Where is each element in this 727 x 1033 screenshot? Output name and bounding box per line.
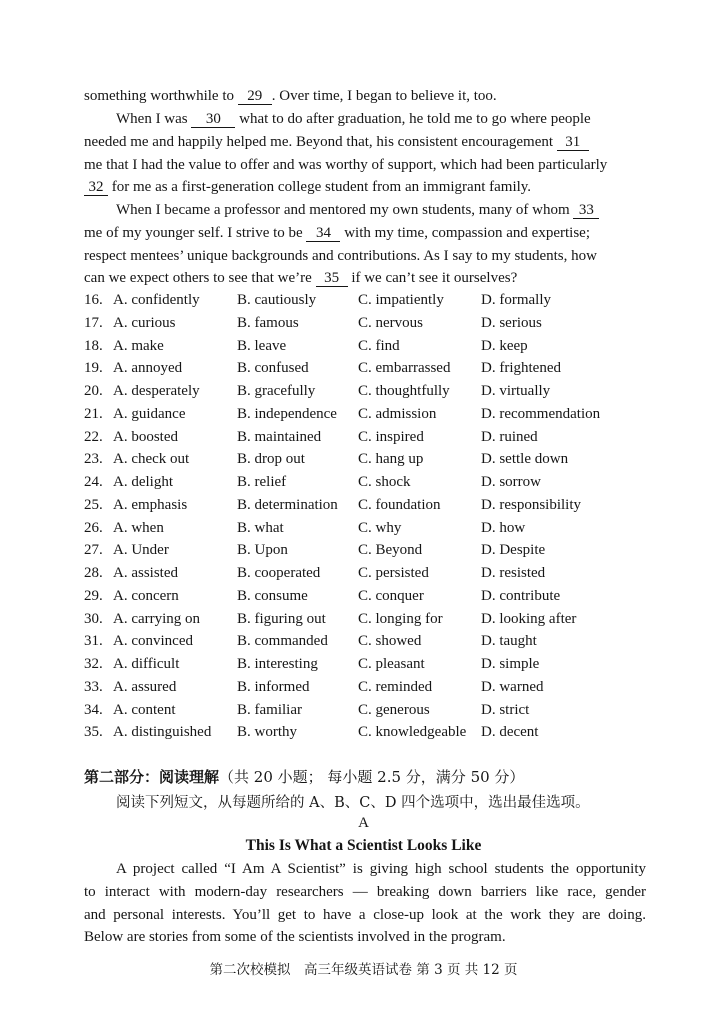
cloze-line-3: [84, 132, 646, 153]
option-b: B. consume: [237, 587, 308, 604]
option-b: B. gracefully: [237, 383, 316, 399]
answer-blank-34: 34: [306, 225, 340, 242]
option-c: C. reminded: [358, 678, 433, 695]
cloze-text: needed me and happily helped me. Beyond that, his consistent encouragement: [84, 134, 554, 150]
option-b: B. informed: [237, 678, 310, 695]
question-number: 33.: [84, 678, 103, 695]
option-a: A. annoyed: [113, 360, 183, 377]
option-b: B. worthy: [237, 724, 297, 741]
option-row: [84, 448, 654, 471]
question-number: 30.: [84, 610, 103, 627]
option-row: [84, 471, 654, 494]
option-row: [84, 608, 654, 631]
option-d: D. taught: [481, 633, 537, 650]
option-a: A. assured: [113, 678, 177, 695]
option-c: C. longing for: [358, 610, 443, 627]
question-number: 20.: [84, 383, 103, 399]
option-c: C. inspired: [358, 428, 424, 445]
option-b: B. drop out: [237, 451, 305, 468]
option-row: [84, 403, 654, 426]
question-number: 24.: [84, 474, 103, 490]
option-b: B. determination: [237, 496, 338, 513]
cloze-line-7: [84, 223, 646, 244]
cloze-text: When I was: [116, 111, 188, 127]
option-row: [84, 426, 654, 449]
cloze-text: . Over time, I began to believe it, too.: [271, 88, 497, 104]
option-d: D. decent: [481, 724, 539, 741]
option-d: D. frightened: [481, 360, 561, 377]
cloze-line-8: [84, 246, 646, 267]
option-d: D. resisted: [481, 565, 546, 581]
option-b: B. what: [237, 519, 284, 536]
option-a: A. confidently: [113, 292, 200, 308]
option-a: A. emphasis: [113, 496, 188, 513]
option-a: A. boosted: [113, 428, 178, 445]
option-d: D. Despite: [481, 542, 546, 559]
option-c: C. admission: [358, 405, 437, 422]
cloze-line-5: [84, 177, 646, 198]
passage-letter: A: [358, 815, 369, 831]
cloze-text: with my time, compassion and expertise;: [344, 225, 590, 241]
option-a: A. assisted: [113, 565, 178, 581]
option-a: A. distinguished: [113, 724, 212, 741]
cloze-text: can we expect others to see that we’re: [84, 270, 312, 286]
question-number: 35.: [84, 724, 103, 741]
option-c: C. find: [358, 337, 400, 354]
section-score: （共 20 小题； 每小题 2.5 分，满分 50 分）: [219, 768, 525, 786]
option-a: A. check out: [113, 451, 190, 468]
option-a: A. when: [113, 519, 164, 536]
option-row: [84, 721, 654, 744]
answer-blank-32: 32: [84, 179, 108, 196]
question-number: 22.: [84, 428, 103, 445]
option-d: D. responsibility: [481, 496, 581, 513]
option-row: [84, 585, 654, 608]
option-d: D. simple: [481, 656, 540, 672]
option-d: D. sorrow: [481, 474, 541, 490]
option-c: C. persisted: [358, 565, 429, 581]
option-b: B. relief: [237, 474, 287, 490]
question-number: 16.: [84, 292, 103, 308]
option-row: [84, 630, 654, 653]
cloze-text: if we can’t see it ourselves?: [351, 270, 518, 286]
answer-blank-33: 33: [573, 202, 599, 219]
passage-line: Below are stories from some of the scientists involved in the program.: [84, 929, 506, 945]
option-d: D. keep: [481, 337, 528, 354]
page-footer: 第二次校模拟 高三年级英语试卷 第 3 页 共 12 页: [209, 962, 518, 978]
option-d: D. ruined: [481, 428, 538, 445]
answer-blank-31: 31: [557, 134, 589, 151]
option-b: B. familiar: [237, 701, 302, 718]
option-row: [84, 380, 654, 403]
option-row: [84, 676, 654, 699]
cloze-text: for me as a first-generation college student from an immigrant family.: [111, 179, 532, 195]
option-row: [84, 539, 654, 562]
cloze-text: something worthwhile to: [84, 88, 234, 104]
option-a: A. concern: [113, 587, 179, 604]
question-number: 34.: [84, 701, 103, 718]
option-c: C. hang up: [358, 451, 424, 468]
option-b: B. independence: [237, 405, 337, 422]
section-instructions: 阅读下列短文，从每题所给的 A、B、C、D 四个选项中，选出最佳选项。: [116, 795, 590, 811]
passage-line: and personal interests. You’ll get to have a close-up look at the work they are doing.: [84, 907, 646, 923]
question-number: 26.: [84, 519, 103, 536]
question-number: 27.: [84, 542, 103, 559]
question-number: 28.: [84, 565, 103, 581]
option-d: D. serious: [481, 314, 542, 331]
option-c: C. conquer: [358, 587, 424, 604]
option-b: B. cooperated: [237, 565, 321, 581]
option-d: D. how: [481, 519, 526, 536]
option-d: D. virtually: [481, 383, 551, 399]
option-a: A. carrying on: [113, 610, 201, 627]
option-row: [84, 289, 654, 312]
question-number: 21.: [84, 405, 103, 422]
section-title: 第二部分：阅读理解: [84, 768, 220, 786]
option-b: B. confused: [237, 360, 309, 377]
option-d: D. looking after: [481, 610, 577, 627]
option-a: A. guidance: [113, 405, 186, 422]
option-c: C. shock: [358, 474, 411, 490]
option-c: C. Beyond: [358, 542, 423, 559]
option-row: [84, 357, 654, 380]
option-c: C. why: [358, 519, 402, 536]
option-b: B. commanded: [237, 633, 328, 650]
option-b: B. famous: [237, 314, 299, 331]
option-d: D. contribute: [481, 587, 561, 604]
option-row: [84, 653, 654, 676]
option-c: C. knowledgeable: [358, 724, 467, 741]
option-c: C. thoughtfully: [358, 383, 450, 399]
option-row: [84, 562, 654, 585]
cloze-line-1: [84, 86, 646, 107]
cloze-text: what to do after graduation, he told me to go where people: [239, 111, 591, 127]
option-row: [84, 312, 654, 335]
passage-line: A project called “I Am A Scientist” is giving high school students the opportunity: [116, 861, 646, 877]
option-a: A. convinced: [113, 633, 193, 650]
option-a: A. desperately: [113, 383, 200, 399]
cloze-line-4: [84, 155, 646, 176]
option-a: A. difficult: [113, 656, 180, 672]
cloze-line-2: [116, 109, 646, 130]
cloze-line-6: [116, 200, 646, 221]
question-number: 29.: [84, 587, 103, 604]
option-c: C. showed: [358, 633, 422, 650]
option-d: D. formally: [481, 292, 551, 308]
option-c: C. nervous: [358, 314, 423, 331]
option-row: [84, 517, 654, 540]
section-heading: [84, 766, 524, 787]
option-row: [84, 335, 654, 358]
option-d: D. strict: [481, 701, 530, 718]
option-b: B. maintained: [237, 428, 322, 445]
option-b: B. Upon: [237, 542, 288, 559]
option-c: C. generous: [358, 701, 430, 718]
question-number: 23.: [84, 451, 103, 468]
question-number: 19.: [84, 360, 103, 377]
answer-blank-30: 30: [191, 111, 235, 128]
answer-blank-29: 29: [238, 88, 272, 105]
option-b: B. interesting: [237, 656, 318, 672]
option-a: A. Under: [113, 542, 169, 559]
question-number: 32.: [84, 656, 103, 672]
cloze-text: respect mentees’ unique backgrounds and contributions. As I say to my students, how: [84, 248, 597, 264]
option-c: C. embarrassed: [358, 360, 451, 377]
option-row: [84, 494, 654, 517]
option-a: A. content: [113, 701, 176, 718]
option-c: C. foundation: [358, 496, 441, 513]
option-d: D. recommendation: [481, 405, 601, 422]
question-number: 17.: [84, 314, 103, 331]
option-b: B. figuring out: [237, 610, 326, 627]
cloze-text: me of my younger self. I strive to be: [84, 225, 303, 241]
option-a: A. delight: [113, 474, 173, 490]
option-d: D. settle down: [481, 451, 569, 468]
cloze-line-9: [84, 268, 646, 289]
option-b: B. leave: [237, 337, 287, 354]
options-table: [84, 289, 654, 744]
passage-title: This Is What a Scientist Looks Like: [245, 837, 482, 854]
question-number: 31.: [84, 633, 103, 650]
option-d: D. warned: [481, 678, 544, 695]
cloze-text: When I became a professor and mentored my own students, many of whom: [116, 202, 570, 218]
option-c: C. impatiently: [358, 292, 444, 308]
answer-blank-35: 35: [316, 270, 348, 287]
cloze-text: me that I had the value to offer and was worthy of support, which had been particularly: [84, 157, 608, 173]
passage-line: to interact with modern-day researchers — breaking down barriers like race, gender: [84, 884, 646, 900]
option-b: B. cautiously: [237, 292, 317, 308]
option-a: A. curious: [113, 314, 176, 331]
question-number: 25.: [84, 496, 103, 513]
option-row: [84, 699, 654, 722]
option-c: C. pleasant: [358, 656, 425, 672]
option-a: A. make: [113, 337, 164, 354]
question-number: 18.: [84, 337, 103, 354]
